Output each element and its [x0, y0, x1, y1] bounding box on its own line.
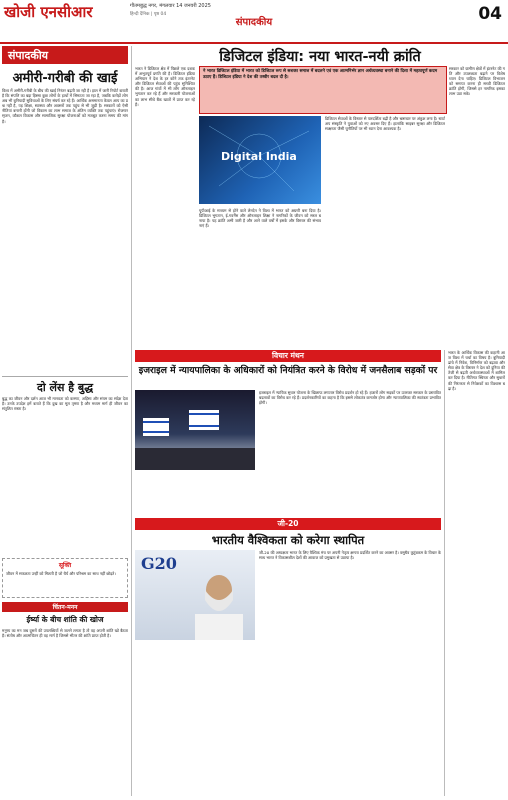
divider	[2, 376, 128, 377]
masthead	[0, 0, 508, 44]
section-title: संपादकीय	[235, 17, 273, 28]
page-number: 04	[478, 4, 502, 24]
editorial-body: विश्व में अमीरी-गरीबी के बीच की खाई निरंतर बढ़ती जा रही है। हाल में जारी रिपोर्ट बताती है कि संपत्ति का बड़ा हिस्सा कुछ लोगों के हाथों में सिमटता जा रहा है, जबकि करोड़ों लोग अब भी बुनियादी सुविधाओं के लिए संघर्ष कर रहे हैं। आर्थिक असमानता केवल आय का प्रश्न नहीं है, यह शिक्षा, स्वास्थ्य और अवसरों तक पहुंच से भी जुड़ी है। सरकारों को ऐसी नीतियां बनानी होंगी जो विकास का लाभ समाज के अंतिम व्यक्ति तक पहुंचाएं। रोजगार सृजन, कौशल विकास और सामाजिक सुरक्षा योजनाओं को मजबूत करना समय की मांग है।	[2, 88, 128, 124]
world-band	[135, 350, 441, 362]
world-body: इजराइल में न्यायिक सुधार योजना के खिलाफ लगातार विरोध प्रदर्शन हो रहे हैं। हजारों लोग सड़कों पर उतरकर सरकार के प्रस्तावित बदलावों का विरोध कर रहे हैं। प्रदर्शनकारियों का कहना है कि इससे लोकतंत्र कमजोर होगा और न्यायपालिका की स्वतंत्रता प्रभावित होगी।	[259, 390, 441, 406]
g20-body: जी-20 की अध्यक्षता भारत के लिए वैश्विक मंच पर अपनी नेतृत्व क्षमता प्रदर्शित करने का अवसर है। वसुधैव कुटुंबकम के विचार के साथ भारत ने विकासशील देशों की आवाज को प्रमुखता से उठाया है।	[259, 550, 441, 561]
right-column-body: भारत के आर्थिक विकास की कहानी आज विश्व में चर्चा का विषय है। बुनियादी ढांचे में निवेश, विनिर्माण को बढ़ावा और सेवा क्षेत्र के विस्तार ने देश को दुनिया की तेजी से बढ़ती अर्थव्यवस्थाओं में शामिल कर दिया है। नीतिगत स्थिरता और सुधारों की निरंतरता से निवेशकों का विश्वास बढ़ा है।	[448, 350, 505, 391]
left-column	[2, 46, 128, 798]
quote-box-title: सूक्ति	[58, 562, 72, 569]
column-rule-right	[444, 350, 445, 796]
subline: हिन्दी दैनिक | पृष्ठ 04	[130, 12, 167, 17]
main-headline: डिजिटल इंडिया: नया भारत-नयी क्रांति	[219, 49, 421, 65]
highlight-box	[199, 66, 447, 114]
editorial-headline: अमीरी-गरीबी की खाई	[12, 71, 118, 86]
g20-logo-text: G20	[141, 554, 177, 573]
editorial-band	[2, 46, 128, 64]
g20-headline: भारतीय वैश्विकता को करेगा स्थापित	[211, 533, 365, 547]
world-label: विचार मंथन	[272, 351, 304, 360]
speaker-portrait	[189, 570, 249, 640]
quote-box-body: जीवन में सफलता उन्हीं को मिलती है जो धैर्य और परिश्रम का साथ नहीं छोड़ते।	[6, 571, 116, 576]
sub-headline: दो लेंस है बुद्ध	[37, 381, 93, 394]
reflection-headline: ईर्ष्या के बीच शांति की खोज	[26, 615, 104, 624]
sub-body: बुद्ध का जीवन और दर्शन आज भी मानवता को करुणा, अहिंसा और संयम का संदेश देता है। उनके उपदेश हमें बताते हैं कि दुख का मूल तृष्णा है और मध्यम मार्ग ही जीवन का संतुलित रास्ता है।	[2, 396, 128, 412]
article-col2: यूपीआई के माध्यम से होने वाले लेनदेन ने विश्व में भारत को अग्रणी बना दिया है। डिजिटल भुगतान, ई-गवर्नेंस और ऑनलाइन शिक्षा ने नागरिकों के जीवन को सरल बनाया है। यह क्रांति अभी जारी है और आने वाले वर्षों में इसके और विस्तार की संभावनाएं हैं।	[199, 208, 321, 229]
flags-graphic	[135, 390, 255, 470]
image-caption: Digital India	[221, 150, 297, 163]
newspaper-logo: खोजी एनसीआर	[4, 3, 93, 21]
reflection-band	[2, 602, 128, 612]
editorial-label: संपादकीय	[8, 49, 49, 62]
article-col4: सरकार को ग्रामीण क्षेत्रों में इंटरनेट की गति और उपलब्धता बढ़ाने पर विशेष ध्यान देना चाहिए। डिजिटल विभाजन को समाप्त करना ही सच्ची डिजिटल क्रांति होगी, जिससे हर नागरिक इसका लाभ उठा सके।	[449, 66, 505, 97]
world-headline: इजराइल में न्यायपालिका के अधिकारों को नियंत्रित करने के विरोध में जनसैलाब सड़कों पर	[138, 365, 438, 376]
quote-box	[2, 558, 128, 598]
highlight-text: ने भारत डिजिटल इंडिया में भारत को डिजिटल रूप से सशक्त समाज में बदलने एवं एक आत्मनिर्भर ज्ञान अर्थव्यवस्था बनाने की दिशा में महत्वपूर्ण कदम उठाए हैं। डिजिटल इंडिया ने देश की तस्वीर बदल दी है।	[203, 69, 438, 80]
article-col1: भारत ने डिजिटल क्षेत्र में पिछले एक दशक में अभूतपूर्व प्रगति की है। डिजिटल इंडिया अभियान ने देश के हर कोने तक इंटरनेट और डिजिटल सेवाओं की पहुंच सुनिश्चित की है। आज गांवों में भी लोग ऑनलाइन भुगतान कर रहे हैं और सरकारी योजनाओं का लाभ सीधे बैंक खातों में प्राप्त कर रहे हैं।	[135, 66, 195, 107]
article-col3: डिजिटल सेवाओं के विस्तार से पारदर्शिता बढ़ी है और भ्रष्टाचार पर अंकुश लगा है। स्टार्टअप संस्कृति ने युवाओं को नए अवसर दिए हैं। हालांकि साइबर सुरक्षा और डिजिटल साक्षरता जैसी चुनौतियों पर भी ध्यान देना आवश्यक है।	[325, 116, 445, 132]
g20-band	[135, 518, 441, 530]
reflection-body: मनुष्य का मन जब दूसरों की उपलब्धियों से जलने लगता है तो वह अपनी शांति खो बैठता है। संतोष और आत्मचिंतन ही वह मार्ग है जिससे भीतर की शांति प्राप्त होती है।	[2, 628, 128, 639]
column-rule	[131, 46, 132, 796]
dateline: गौतमबुद्ध नगर, मंगलवार 14 जनवरी 2025	[130, 3, 211, 9]
reflection-label: चिंतन-मनन	[52, 604, 78, 611]
g20-image	[135, 550, 255, 640]
main-article	[135, 46, 505, 346]
protest-image	[135, 390, 255, 470]
digital-india-image	[199, 116, 321, 204]
g20-label: जी-20	[277, 519, 299, 528]
